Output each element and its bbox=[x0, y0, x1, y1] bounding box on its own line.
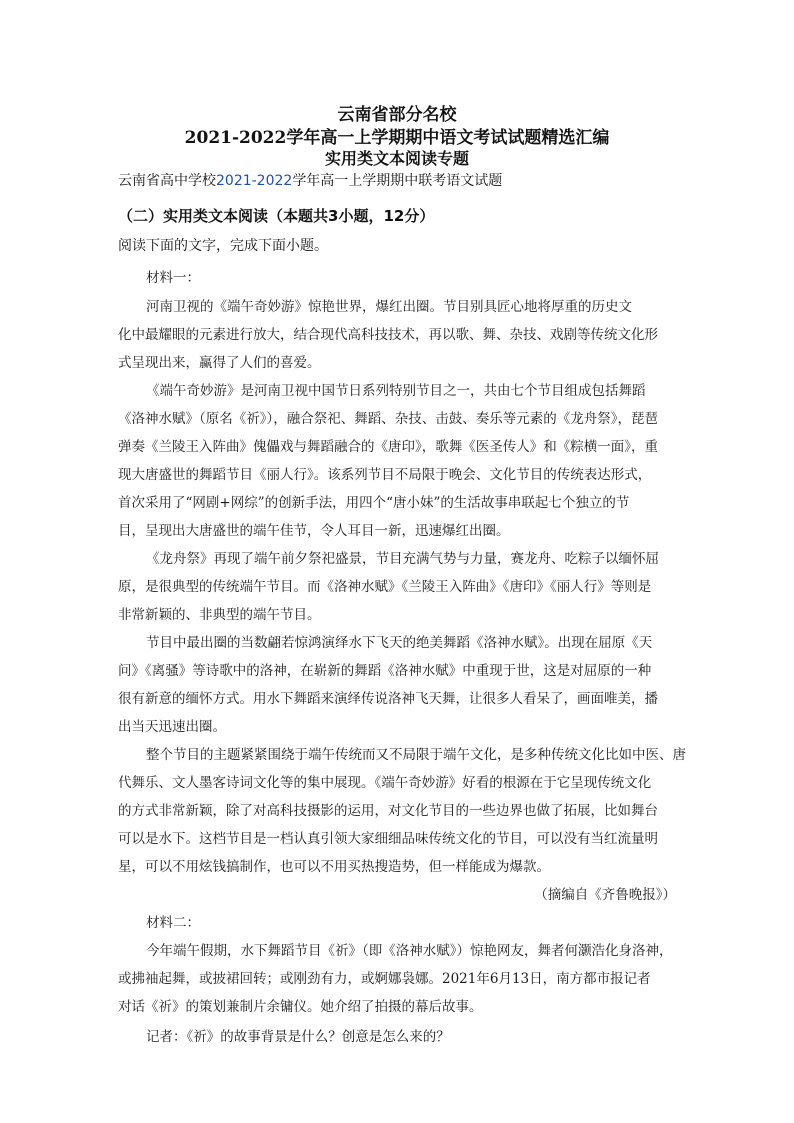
text-line: 《端午奇妙游》是河南卫视中国节日系列特别节目之一，共由七个节目组成包括舞蹈 bbox=[146, 383, 646, 399]
source-prefix: 云南省高中学校 bbox=[118, 173, 216, 189]
text-line: 的方式非常新颖，除了对高科技摄影的运用，对文化节目的一些边界也做了拓展，比如舞台 bbox=[118, 803, 658, 819]
text-line: 首次采用了“网剧+网综”的创新手法，用四个“唐小妹”的生活故事串联起七个独立的节 bbox=[118, 495, 630, 511]
text-line: 星，可以不用炫钱搞制作，也可以不用买热搜造势，但一样能成为爆款。 bbox=[118, 859, 550, 875]
text-line: 问》《离骚》等诗歌中的洛神，在崭新的舞蹈《洛神水赋》中重现于世，这是对屈原的一种 bbox=[118, 663, 652, 679]
text-line: 河南卫视的《端午奇妙游》惊艳世界，爆红出圈。节目别具匠心地将厚重的历史文 bbox=[146, 299, 632, 315]
title-exam-compilation: 2021-2022学年高一上学期期中语文考试试题精选汇编 bbox=[184, 128, 610, 148]
text-line: 弹奏《兰陵王入阵曲》傀儡戏与舞蹈融合的《唐印》，歌舞《医圣传人》和《粽横一面》，重 bbox=[118, 439, 658, 455]
text-line: 很有新意的缅怀方式。用水下舞蹈来演绎传说洛神飞天舞，让很多人看呆了，画面唯美，播 bbox=[118, 691, 658, 707]
material-label: 材料一： bbox=[146, 270, 200, 286]
text-line: 化中最耀眼的元素进行放大，结合现代高科技技术，再以歌、舞、杂技、戏剧等传统文化形 bbox=[118, 327, 658, 343]
instruction-text: 阅读下面的文字，完成下面小题。 bbox=[118, 238, 328, 254]
section-heading: （二）实用类文本阅读（本题共3小题，12分） bbox=[118, 207, 435, 225]
exam-source bbox=[118, 170, 502, 190]
title-school-group: 云南省部分名校 bbox=[337, 105, 457, 125]
text-line: 今年端午假期，水下舞蹈节目《祈》（即《洛神水赋》）惊艳网友，舞者何灏浩化身洛神， bbox=[146, 943, 673, 959]
source-suffix: 学年高一上学期期中联考语文试题 bbox=[292, 173, 503, 189]
material-label: 材料二： bbox=[146, 915, 200, 931]
text-line: 原，是很典型的传统端午节目。而《洛神水赋》《兰陵王入阵曲》《唐印》《丽人行》等则是 bbox=[118, 579, 652, 595]
text-line: 《洛神水赋》（原名《祈》），融合祭祀、舞蹈、杂技、击鼓、奏乐等元素的《龙舟祭》，琵琶 bbox=[118, 411, 658, 427]
text-line: 或拂袖起舞，或披裙回转；或刚劲有力，或婀娜袅娜。2021年6月13日，南方都市报记者 bbox=[118, 971, 651, 987]
text-line: 对话《祈》的策划兼制片余镛仪。她介绍了拍摄的幕后故事。 bbox=[118, 999, 483, 1015]
title-topic: 实用类文本阅读专题 bbox=[324, 149, 469, 168]
citation: （摘编自《齐鲁晚报》） bbox=[534, 887, 676, 903]
interview-question: 记者：《祈》的故事背景是什么？创意是怎么来的？ bbox=[146, 1029, 450, 1045]
text-line: 《龙舟祭》再现了端午前夕祭祀盛景，节目充满气势与力量，赛龙舟、吃粽子以缅怀屈 bbox=[146, 551, 659, 567]
text-line: 节目中最出圈的当数翩若惊鸿演绎水下飞天的绝美舞蹈《洛神水赋》。出现在屈原《天 bbox=[146, 635, 653, 651]
text-line: 出当天迅速出圈。 bbox=[118, 719, 226, 735]
source-year: 2021-2022 bbox=[216, 173, 293, 189]
text-line: 式呈现出来，赢得了人们的喜爱。 bbox=[118, 355, 321, 371]
text-line: 非常新颖的、非典型的端午节目。 bbox=[118, 607, 321, 623]
text-line: 可以是水下。这档节目是一档认真引领大家细细品味传统文化的节目，可以没有当红流量明 bbox=[118, 831, 658, 847]
text-line: 目，呈现出大唐盛世的端午佳节，令人耳目一新，迅速爆红出圈。 bbox=[118, 523, 510, 539]
text-line: 整个节目的主题紧紧围绕于端午传统而又不局限于端午文化，是多种传统文化比如中医、唐 bbox=[146, 747, 686, 763]
text-line: 现大唐盛世的舞蹈节目《丽人行》。该系列节目不局限于晚会、文化节目的传统表达形式， bbox=[118, 467, 652, 483]
text-line: 代舞乐、文人墨客诗词文化等的集中展现。《端午奇妙游》好看的根源在于它呈现传统文化 bbox=[118, 775, 652, 791]
